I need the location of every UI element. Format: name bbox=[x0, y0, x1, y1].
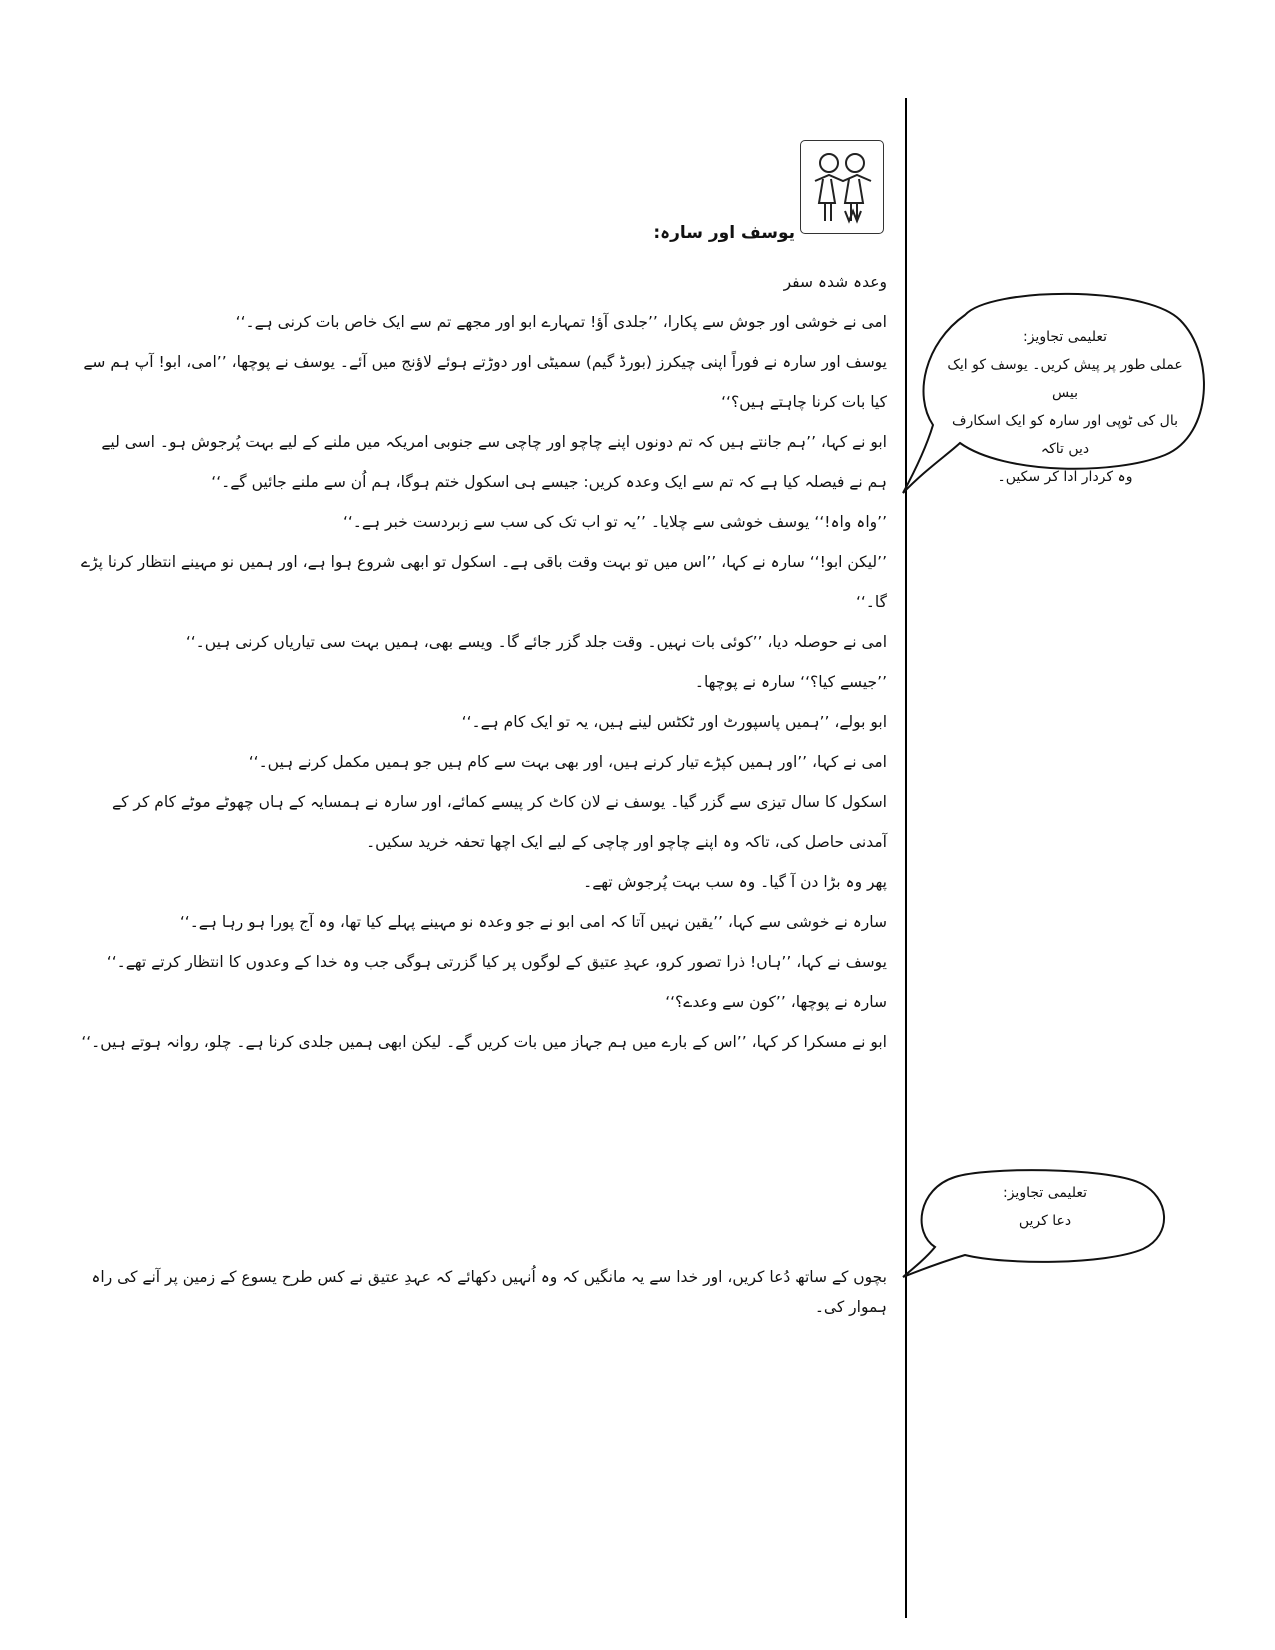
bubble-line: عملی طور پر پیش کریں۔ یوسف کو ایک بیس bbox=[947, 357, 1183, 401]
bubble-heading: تعلیمی تجاویز: bbox=[1002, 1185, 1088, 1201]
story-paragraph: امی نے خوشی اور جوش سے پکارا، ’’جلدی آؤ! تمہارے ابو اور مجھے تم سے ایک خاص بات کرنی ہے۔‘‘ bbox=[235, 313, 887, 331]
teaching-tip-bubble bbox=[895, 275, 1215, 500]
story-paragraph: ’’لیکن ابو!‘‘ سارہ نے کہا، ’’اس میں تو بہت وقت باقی ہے۔ اسکول تو ابھی شروع ہوا ہے، اور ہمیں نو مہینے انتظار کرنا پڑے گا۔‘‘ bbox=[81, 553, 887, 611]
story-paragraph: پھر وہ بڑا دن آ گیا۔ وہ سب بہت پُرجوش تھے۔ bbox=[583, 873, 887, 891]
bubble-line: وہ کردار ادا کر سکیں۔ bbox=[997, 469, 1133, 485]
bubble-line: بال کی ٹوپی اور سارہ کو ایک اسکارف دیں تاکہ bbox=[952, 413, 1178, 457]
story-paragraph: امی نے حوصلہ دیا، ’’کوئی بات نہیں۔ وقت جلد گزر جائے گا۔ ویسے بھی، ہمیں بہت سی تیاریاں کرنی ہیں۔‘‘ bbox=[185, 633, 887, 651]
bubble-heading: تعلیمی تجاویز: bbox=[1022, 329, 1108, 345]
story-paragraph: ابو نے مسکرا کر کہا، ’’اس کے بارے میں ہم جہاز میں بات کریں گے۔ لیکن ابھی ہمیں جلدی کرنا ہے۔ چلو، روانہ ہوتے ہیں۔‘‘ bbox=[81, 1033, 887, 1051]
story-paragraph: سارہ نے خوشی سے کہا، ’’یقین نہیں آتا کہ امی ابو نے جو وعدہ نو مہینے پہلے کیا تھا، وہ آج پورا ہو رہا ہے۔‘‘ bbox=[179, 913, 887, 931]
story-subtitle: وعدہ شدہ سفر bbox=[783, 273, 887, 291]
story-body bbox=[80, 262, 887, 1062]
story-paragraph: یوسف نے کہا، ’’ہاں! ذرا تصور کرو، عہدِ عتیق کے لوگوں پر کیا گزرتی ہوگی جب وہ خدا کے وعدوں کا انتظار کرتے تھے۔‘‘ bbox=[106, 953, 887, 971]
prayer-instruction: بچوں کے ساتھ دُعا کریں، اور خدا سے یہ مانگیں کہ وہ اُنہیں دکھائے کہ عہدِ عتیق نے کس طرح یسوع کے زمین پر آنے کی راہ ہموار کی۔ bbox=[91, 1268, 887, 1316]
story-title: یوسف اور سارہ: bbox=[653, 223, 795, 243]
teaching-tip-bubble bbox=[895, 1165, 1175, 1280]
bubble-line: دعا کریں bbox=[1018, 1213, 1072, 1229]
story-paragraph: یوسف اور سارہ نے فوراً اپنی چیکرز (بورڈ گیم) سمیٹی اور دوڑتے ہوئے لاؤنج میں آئے۔ یوسف نے پوچھا، ’’امی، ابو! آپ ہم سے کیا بات کرنا چاہتے ہیں؟‘‘ bbox=[83, 353, 887, 411]
two-children-icon bbox=[800, 140, 884, 234]
story-paragraph: ’’واہ واہ!‘‘ یوسف خوشی سے چلایا۔ ’’یہ تو اب تک کی سب سے زبردست خبر ہے۔‘‘ bbox=[342, 513, 887, 531]
story-paragraph: ابو نے کہا، ’’ہم جانتے ہیں کہ تم دونوں اپنے چاچو اور چاچی سے جنوبی امریکہ میں ملنے کے لیے بہت پُرجوش ہو۔ اسی لیے ہم نے فیصلہ کیا ہے کہ تم سے ایک وعدہ کریں: جیسے ہی اسکول ختم ہوگا، ہم اُن سے ملنے جائیں گے۔‘‘ bbox=[101, 433, 887, 491]
story-paragraph: ’’جیسے کیا؟‘‘ سارہ نے پوچھا۔ bbox=[694, 673, 887, 691]
story-paragraph: امی نے کہا، ’’اور ہمیں کپڑے تیار کرنے ہیں، اور بھی بہت سے کام ہیں جو ہمیں مکمل کرنے ہیں۔‘‘ bbox=[248, 753, 887, 771]
story-paragraph: ابو بولے، ’’ہمیں پاسپورٹ اور ٹکٹس لینے ہیں، یہ تو ایک کام ہے۔‘‘ bbox=[461, 713, 887, 731]
story-paragraph: اسکول کا سال تیزی سے گزر گیا۔ یوسف نے لان کاٹ کر پیسے کمائے، اور سارہ نے ہمسایہ کے ہاں چھوٹے موٹے کام کر کے آمدنی حاصل کی، تاکہ وہ اپنے چاچو اور چاچی کے لیے ایک اچھا تحفہ خرید سکیں۔ bbox=[112, 793, 887, 851]
story-paragraph: سارہ نے پوچھا، ’’کون سے وعدے؟‘‘ bbox=[665, 993, 887, 1011]
